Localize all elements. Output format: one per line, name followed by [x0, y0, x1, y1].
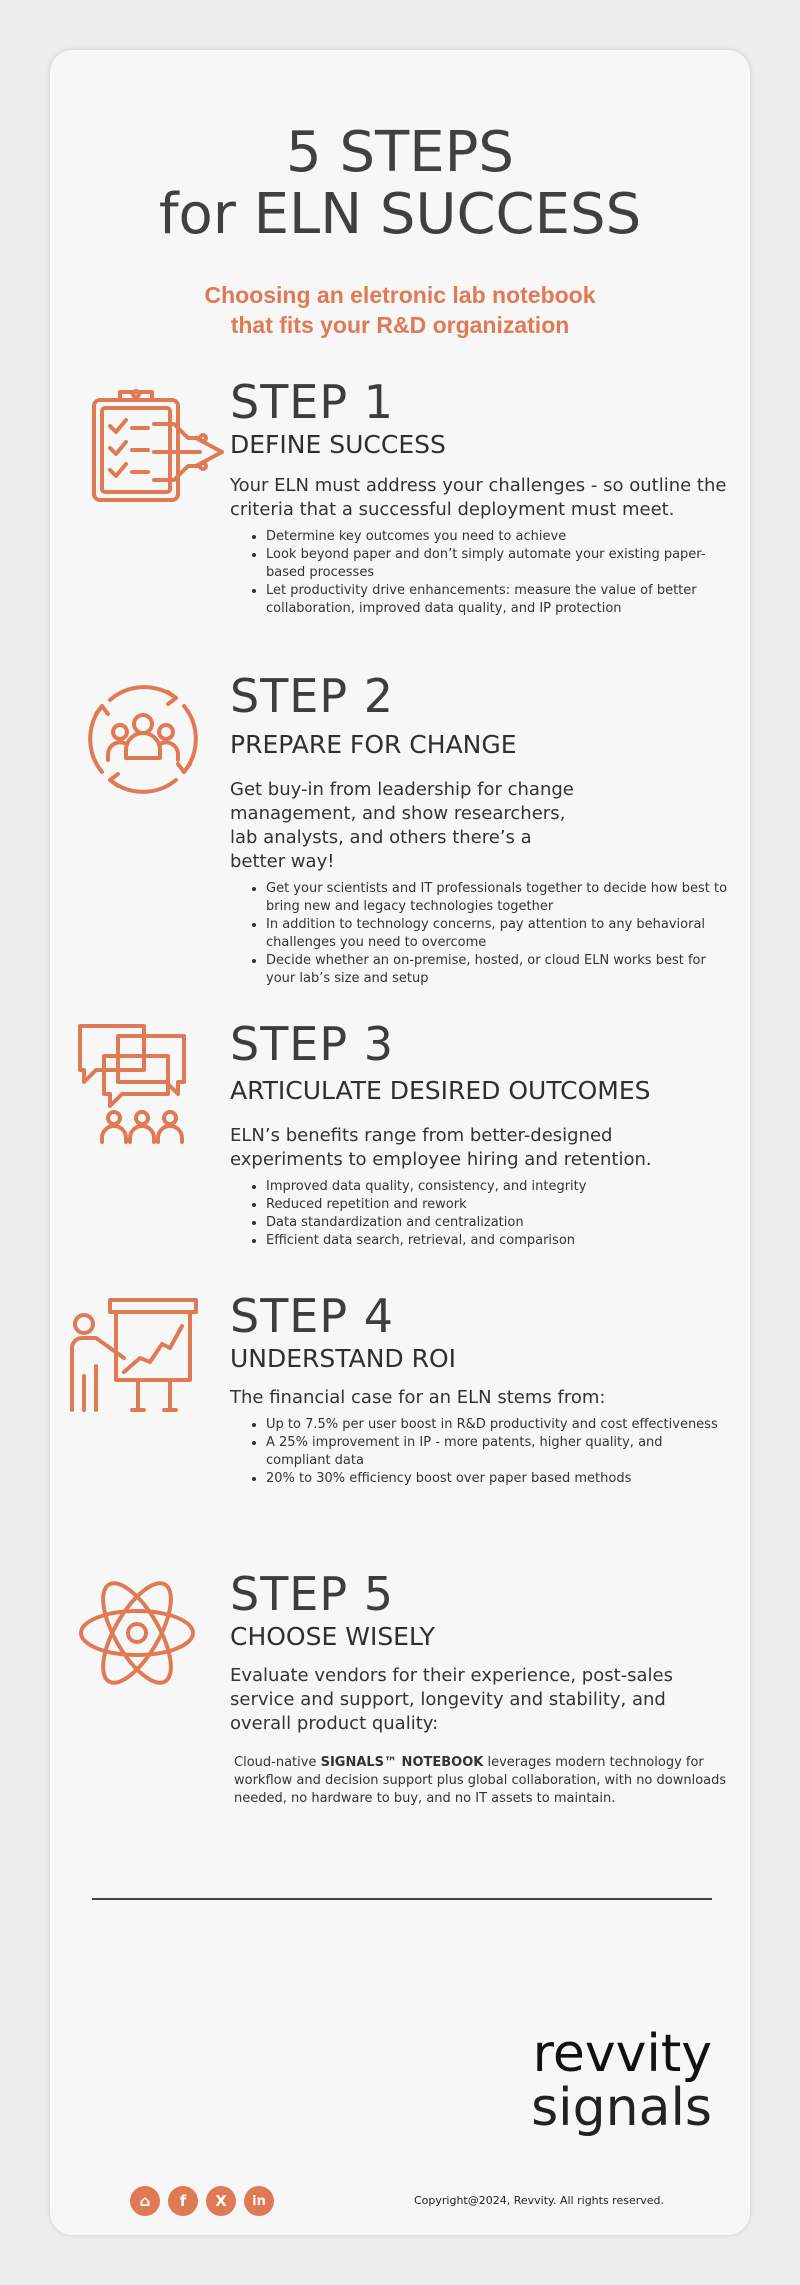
facebook-icon[interactable]: f	[168, 2186, 198, 2216]
step-3-number: STEP 3	[230, 1017, 394, 1071]
team-cycle-icon	[80, 676, 206, 802]
copyright: Copyright@2024, Revvity. All rights reserved.	[414, 2194, 665, 2207]
list-item: • Let productivity drive enhancements: measure the value of better collaboration, improved data quality, and IP protection	[266, 582, 730, 618]
step-3-heading: ARTICULATE DESIRED OUTCOMES	[230, 1076, 651, 1105]
step-2-number: STEP 2	[230, 669, 394, 723]
step-2-heading: PREPARE FOR CHANGE	[230, 730, 517, 759]
chat-group-icon	[74, 1020, 204, 1146]
step-2-bullets	[230, 880, 730, 988]
divider	[92, 1898, 712, 1900]
title-line-1: 5 STEPS	[286, 120, 514, 185]
revvity-logo: revvity	[532, 2024, 712, 2084]
list-item: • Get your scientists and IT professionals together to decide how best to bring new and legacy technologies together	[266, 880, 730, 916]
step-5	[230, 1568, 730, 1808]
x-icon[interactable]: X	[206, 2186, 236, 2216]
note-brand: SIGNALS™ NOTEBOOK	[320, 1755, 484, 1770]
list-item: • Reduced repetition and rework	[266, 1196, 730, 1214]
step-4-number: STEP 4	[230, 1289, 394, 1343]
step-4-heading: UNDERSTAND ROI	[230, 1344, 457, 1373]
atom-icon	[74, 1570, 200, 1696]
list-item: • Data standardization and centralization	[266, 1214, 730, 1232]
linkedin-icon[interactable]: in	[244, 2186, 274, 2216]
step-1-heading: DEFINE SUCCESS	[230, 430, 446, 459]
home-icon[interactable]: ⌂	[130, 2186, 160, 2216]
step-5-number: STEP 5	[230, 1567, 394, 1621]
presenter-chart-icon	[66, 1296, 202, 1416]
list-item: • A 25% improvement in IP - more patents, higher quality, and compliant data	[266, 1434, 730, 1470]
subtitle-line-2: that fits your R&D organization	[230, 312, 570, 338]
step-4	[230, 1290, 730, 1488]
step-3-intro: ELN’s benefits range from better-designed experiments to employee hiring and retention.	[230, 1125, 652, 1170]
step-3-bullets	[230, 1178, 730, 1250]
signals-logo: signals	[531, 2078, 712, 2138]
social-links	[130, 2186, 274, 2216]
step-3	[230, 1018, 730, 1250]
note-suffix: leverages modern technology for workflow and decision support plus global collaboration, with no downloads needed, no hardware to buy, and no IT assets to maintain.	[234, 1755, 727, 1806]
step-2	[230, 670, 730, 988]
signals-notebook-note	[230, 1754, 730, 1808]
list-item: • Improved data quality, consistency, and integrity	[266, 1178, 730, 1196]
title-line-2: for ELN SUCCESS	[158, 182, 642, 247]
list-item: • In addition to technology concerns, pay attention to any behavioral challenges you need to overcome	[266, 916, 730, 952]
step-4-bullets	[230, 1416, 730, 1488]
list-item: • Efficient data search, retrieval, and comparison	[266, 1232, 730, 1250]
list-item: • Determine key outcomes you need to achieve	[266, 528, 730, 546]
clipboard-checklist-icon	[88, 386, 228, 506]
step-1-number: STEP 1	[230, 375, 394, 429]
step-1-intro: Your ELN must address your challenges - so outline the criteria that a successful deployment must meet.	[230, 475, 727, 520]
step-2-intro: Get buy-in from leadership for change management, and show researchers, lab analysts, and others there’s a better way!	[230, 779, 574, 872]
list-item: • Look beyond paper and don’t simply automate your existing paper-based processes	[266, 546, 730, 582]
step-1-bullets	[230, 528, 730, 618]
list-item: • 20% to 30% efficiency boost over paper based methods	[266, 1470, 730, 1488]
step-5-intro: Evaluate vendors for their experience, post-sales service and support, longevity and stability, and overall product quality:	[230, 1665, 673, 1734]
step-4-intro: The financial case for an ELN stems from:	[230, 1387, 606, 1408]
subtitle-line-1: Choosing an eletronic lab notebook	[204, 282, 596, 308]
step-1	[230, 376, 730, 618]
note-prefix: Cloud-native	[234, 1755, 321, 1770]
step-5-heading: CHOOSE WISELY	[230, 1622, 435, 1651]
list-item: • Up to 7.5% per user boost in R&D productivity and cost effectiveness	[266, 1416, 730, 1434]
list-item: • Decide whether an on-premise, hosted, or cloud ELN works best for your lab’s size and setup	[266, 952, 730, 988]
